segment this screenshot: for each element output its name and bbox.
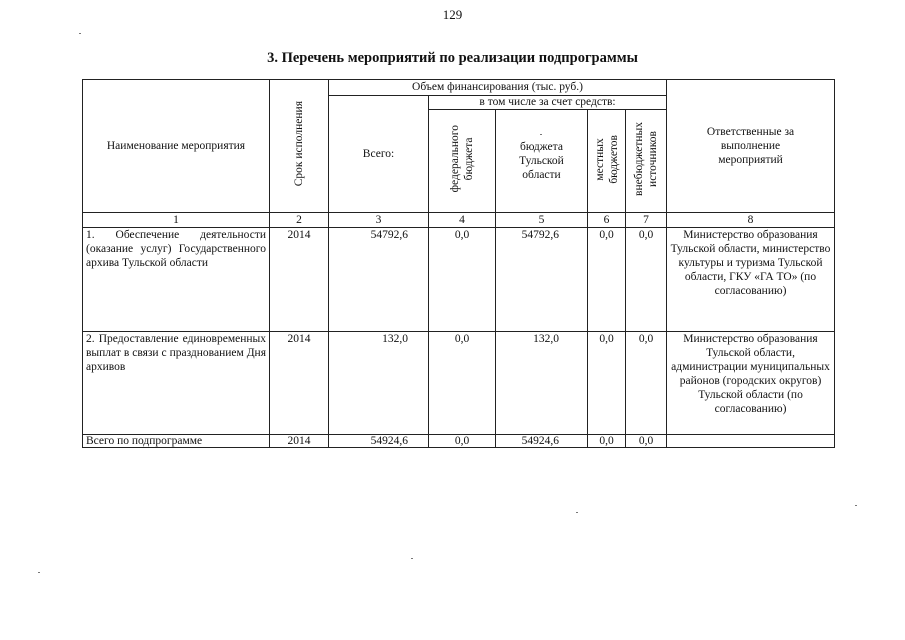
total-total: 54924,6 [329, 435, 429, 448]
column-number: 7 [626, 213, 667, 228]
total-local: 0,0 [588, 435, 626, 448]
row-responsible: Министерство образования Тульской области, администрации муниципальных районов (городских округов) Тульской области (по согласованию) [667, 332, 835, 435]
header-local-text: местных бюджетов [593, 134, 620, 184]
column-number: 3 [329, 213, 429, 228]
header-including: в том числе за счет средств: [429, 96, 667, 110]
header-funding: Объем финансирования (тыс. руб.) [329, 80, 667, 96]
scan-speck [411, 558, 413, 559]
row-responsible: Министерство образования Тульской области, министерство культуры и туризма Тульской области, ГКУ «ГА ТО» (по согласованию) [667, 228, 835, 332]
total-row [83, 435, 835, 448]
row-federal: 0,0 [429, 332, 496, 435]
header-responsible: Ответственные за выполнение мероприятий [667, 80, 835, 213]
column-number: 1 [83, 213, 270, 228]
row-federal: 0,0 [429, 228, 496, 332]
column-numbers-row [83, 213, 835, 228]
total-extra: 0,0 [626, 435, 667, 448]
row-local: 0,0 [588, 228, 626, 332]
header-extra-text: внебюджетных источников [633, 122, 659, 196]
row-local: 0,0 [588, 332, 626, 435]
header-regional: бюджета Тульской области [496, 110, 588, 213]
header-name: Наименование мероприятия [83, 80, 270, 213]
header-total: Всего: [329, 96, 429, 213]
scan-speck [576, 512, 578, 513]
header-term-text: Срок исполнения [293, 101, 305, 187]
row-extra: 0,0 [626, 332, 667, 435]
total-term: 2014 [270, 435, 329, 448]
row-total: 132,0 [329, 332, 429, 435]
row-regional: 132,0 [496, 332, 588, 435]
measures-table [82, 79, 835, 448]
header-extra [626, 110, 667, 213]
row-name: 1. Обеспечение деятельности (оказание услуг) Государственного архива Тульской области [83, 228, 270, 332]
header-federal-text: федерального бюджета [449, 125, 475, 193]
scan-speck [38, 572, 40, 573]
scan-speck [540, 134, 542, 135]
row-total: 54792,6 [329, 228, 429, 332]
total-federal: 0,0 [429, 435, 496, 448]
column-number: 8 [667, 213, 835, 228]
table-row [83, 228, 835, 332]
header-federal [429, 110, 496, 213]
column-number: 6 [588, 213, 626, 228]
page-number: 129 [442, 7, 463, 22]
row-extra: 0,0 [626, 228, 667, 332]
column-number: 4 [429, 213, 496, 228]
page-title: 3. Перечень мероприятий по реализации подпрограммы [267, 50, 638, 66]
row-term: 2014 [270, 228, 329, 332]
total-regional: 54924,6 [496, 435, 588, 448]
header-local [588, 110, 626, 213]
column-number: 5 [496, 213, 588, 228]
row-regional: 54792,6 [496, 228, 588, 332]
total-name: Всего по подпрограмме [83, 435, 270, 448]
scan-speck [79, 33, 81, 34]
row-term: 2014 [270, 332, 329, 435]
row-name: 2. Предоставление единовременных выплат в связи с празднованием Дня архивов [83, 332, 270, 435]
total-responsible [667, 435, 835, 448]
table-row [83, 332, 835, 435]
header-term [270, 80, 329, 213]
column-number: 2 [270, 213, 329, 228]
scan-speck [855, 505, 857, 506]
